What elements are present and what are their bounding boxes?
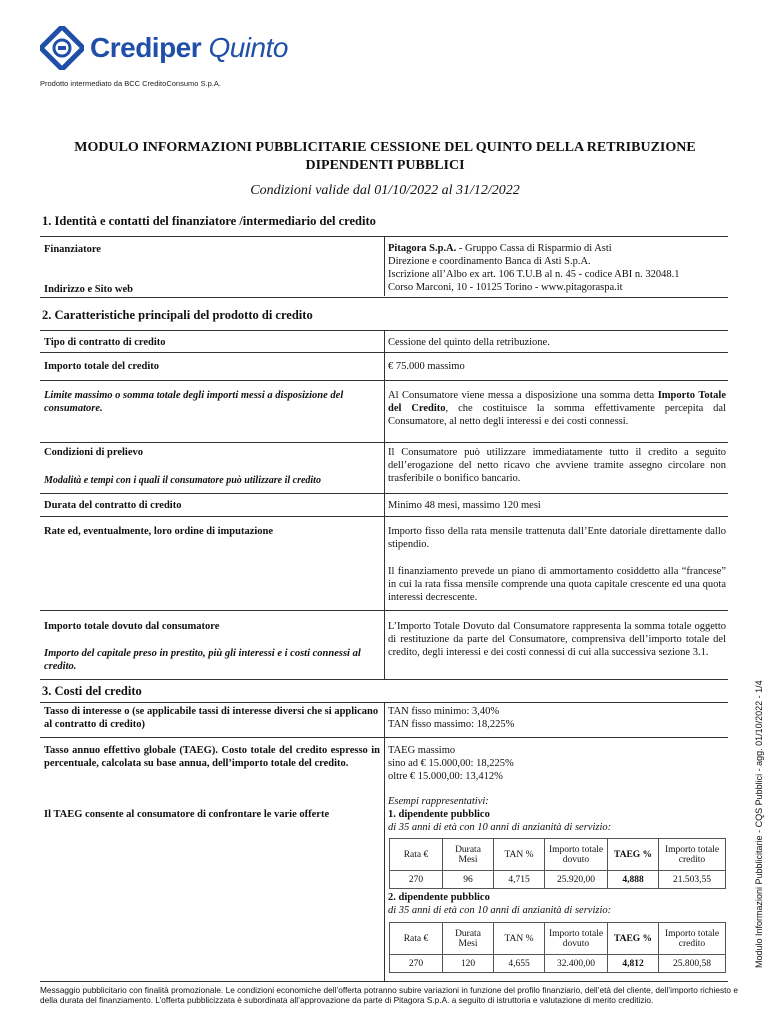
rate-value-1: Importo fisso della rata mensile trattenuta dall’Ente datoriale direttamente dallo stipendio.: [388, 526, 726, 550]
footer-disclaimer: Messaggio pubblicitario con finalità promozionale. Le condizioni economiche dell’offerta potranno subire variazioni in funzione del profilo finanziario, dell’età del cliente, dell’importo richiesto e della durata del finanziamento. L’offerta pubblicizzata è subordinata all’approvazione da parte di Pitagora S.p.A. a seguito di istruttoria e valutazione di merito creditizio.: [40, 985, 738, 1005]
sidebar-reference: Modulo Informazioni Pubblicitarie - CQS Pubblici - agg. 01/10/2022 - 1/4: [754, 680, 764, 968]
taeg-values: TAEG massimo sino ad € 15.000,00: 18,225% oltre € 15.000,00: 13,412%: [388, 745, 514, 782]
indirizzo-label: Indirizzo e Sito web: [44, 284, 133, 295]
importo-label: Importo totale del credito: [44, 361, 159, 372]
section2-heading: 2. Caratteristiche principali del prodotto di credito: [42, 308, 313, 322]
dovuto-sub: Importo del capitale preso in prestito, più gli interessi e i costi connessi al credito.: [44, 648, 361, 672]
tipo-label: Tipo di contratto di credito: [44, 337, 166, 348]
prelievo-label: Condizioni di prelievo: [44, 447, 143, 458]
tipo-value: Cessione del quinto della retribuzione.: [388, 337, 550, 348]
document-title: MODULO INFORMAZIONI PUBBLICITARIE CESSIONE DEL QUINTO DELLA RETRIBUZIONE DIPENDENTI PUBBLICI: [74, 140, 696, 173]
limite-value: Al Consumatore viene messa a disposizione una somma detta Importo Totale del Credito, che costituisce la somma effettivamente percepita dal Consumatore, al netto degli interessi e dei costi connessi.: [388, 390, 727, 427]
section3-heading: 3. Costi del credito: [42, 684, 142, 698]
limite-label: Limite massimo o somma totale degli importi messi a disposizione del consumatore.: [44, 390, 344, 414]
brand-logo: [40, 26, 288, 70]
rate-label: Rate ed, eventualmente, loro ordine di imputazione: [44, 526, 274, 537]
brand-wordmark: Crediper Quinto: [90, 32, 288, 63]
finanziatore-label: Finanziatore: [44, 244, 101, 255]
example-2-heading: 2. dipendente pubblico di 35 anni di età con 10 anni di anzianità di servizio:: [388, 892, 612, 916]
tagline: Prodotto intermediato da BCC CreditoConsumo S.p.A.: [40, 79, 221, 88]
example-1-heading: Esempi rappresentativi: 1. dipendente pubblico di 35 anni di età con 10 anni di anzianità di servizio:: [388, 796, 612, 833]
prelievo-value: Il Consumatore può utilizzare immediatamente tutto il credito a seguito dell’erogazione del netto ricavo che avviene tramite assegno circolare non trasferibile o bonifico bancario.: [388, 447, 726, 484]
dovuto-label: Importo totale dovuto dal consumatore: [44, 621, 220, 632]
tan-values: TAN fisso minimo: 3,40% TAN fisso massimo: 18,225%: [388, 706, 515, 730]
lender-details: Pitagora S.p.A. - Gruppo Cassa di Risparmio di Asti Direzione e coordinamento Banca di Asti S.p.A. Iscrizione all’Albo ex art. 106 T.U.B al n. 45 - codice ABI n. 32048.1 Corso Marconi, 10 - 10125 Torino - www.pitagoraspa.it: [388, 243, 680, 293]
example-2-table: Rata € Durata Mesi TAN % Importo totale dovuto TAEG % Importo totale credito 270 120 4,655 32.400,00 4,812 25.800,58: [389, 922, 726, 973]
rate-value-2: Il finanziamento prevede un piano di ammortamento cosiddetto alla “francese” in cui la rata fissa mensile comprende una quota capitale crescente ed una quota interessi decrescente.: [388, 566, 726, 603]
durata-label: Durata del contratto di credito: [44, 500, 182, 511]
validity-subtitle: Condizioni valide dal 01/10/2022 al 31/12/2022: [250, 183, 520, 198]
importo-value: € 75.000 massimo: [388, 361, 465, 372]
taeg-label: Tasso annuo effettivo globale (TAEG). Costo totale del credito espresso in percentuale, calcolata su base annua, dell’importo totale del credito.: [44, 745, 380, 769]
example-1-table: Rata € Durata Mesi TAN % Importo totale dovuto TAEG % Importo totale credito 270 96 4,715 25.920,00 4,888 21.503,55: [389, 838, 726, 889]
durata-value: Minimo 48 mesi, massimo 120 mesi: [388, 500, 541, 511]
dovuto-value: L’Importo Totale Dovuto dal Consumatore rappresenta la somma totale oggetto di restituzione da parte del Consumatore, comprensiva dell’importo totale del credito, degli interessi e dei costi connessi di cui alla successiva sezione 3.1.: [388, 621, 726, 658]
taeg-consente: Il TAEG consente al consumatore di confrontare le varie offerte: [44, 809, 330, 820]
crediper-diamond-logo-icon: [40, 26, 84, 70]
tasso-label: Tasso di interesse o (se applicabile tassi di interesse diversi che si applicano al contratto di credito): [44, 706, 379, 730]
section1-heading: 1. Identità e contatti del finanziatore /intermediario del credito: [42, 214, 376, 228]
prelievo-sub: Modalità e tempi con i quali il consumatore può utilizzare il credito: [44, 475, 321, 486]
